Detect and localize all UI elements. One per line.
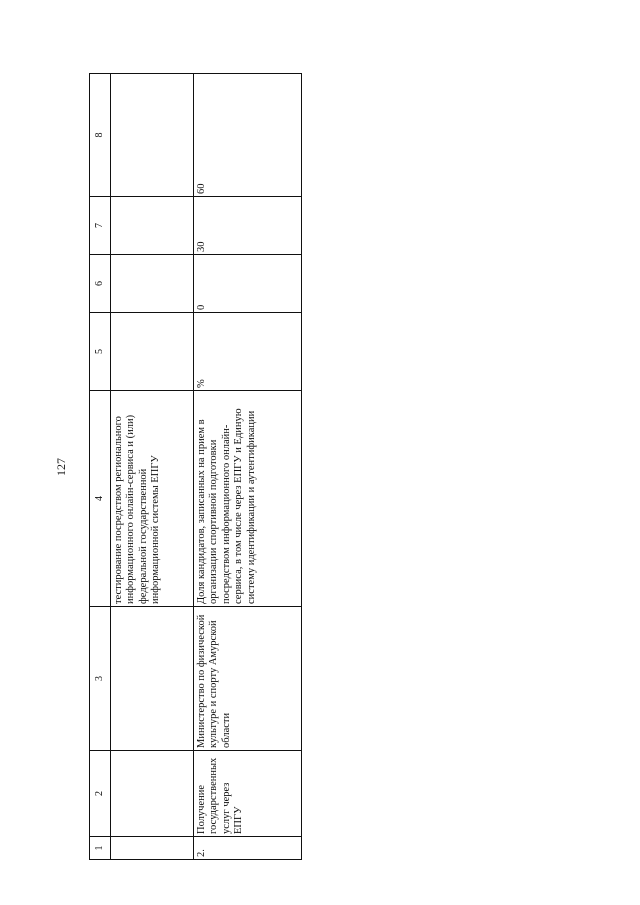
table-cell xyxy=(111,74,194,197)
table-cell: 60 xyxy=(194,74,302,197)
indicators-table xyxy=(89,73,302,860)
table-row xyxy=(111,74,194,860)
col-header-3: 3 xyxy=(90,607,111,751)
table-cell: % xyxy=(194,313,302,391)
table-cell xyxy=(111,837,194,860)
col-header-7: 7 xyxy=(90,197,111,255)
table-cell xyxy=(111,751,194,837)
col-header-8: 8 xyxy=(90,74,111,197)
col-header-6: 6 xyxy=(90,255,111,313)
page-number: 127 xyxy=(54,458,68,476)
col-header-4: 4 xyxy=(90,391,111,607)
table-cell: Министерство по физической культуре и спорту Амурской области xyxy=(194,607,302,751)
table-row xyxy=(194,74,302,860)
col-header-5: 5 xyxy=(90,313,111,391)
table-cell: 0 xyxy=(194,255,302,313)
col-header-1: 1 xyxy=(90,837,111,860)
table-cell: тестирование посредством регионального информационного онлайн-сервиса и (или) федеральной государственной информационной системы ЕПГУ xyxy=(111,391,194,607)
rotated-page-content xyxy=(54,74,299,860)
table-cell: Получение государственных услуг через ЕПГУ xyxy=(194,751,302,837)
table-cell: 30 xyxy=(194,197,302,255)
table-cell xyxy=(111,255,194,313)
table-cell xyxy=(111,607,194,751)
table-cell: 2. xyxy=(194,837,302,860)
col-header-2: 2 xyxy=(90,751,111,837)
table-cell: Доля кандидатов, записанных на прием в организации спортивной подготовки посредством информационного онлайн-сервиса, в том числе через ЕПГУ и Единую систему идентификации и аутентификации xyxy=(194,391,302,607)
table-cell xyxy=(111,197,194,255)
table-cell xyxy=(111,313,194,391)
header-row xyxy=(90,74,111,860)
